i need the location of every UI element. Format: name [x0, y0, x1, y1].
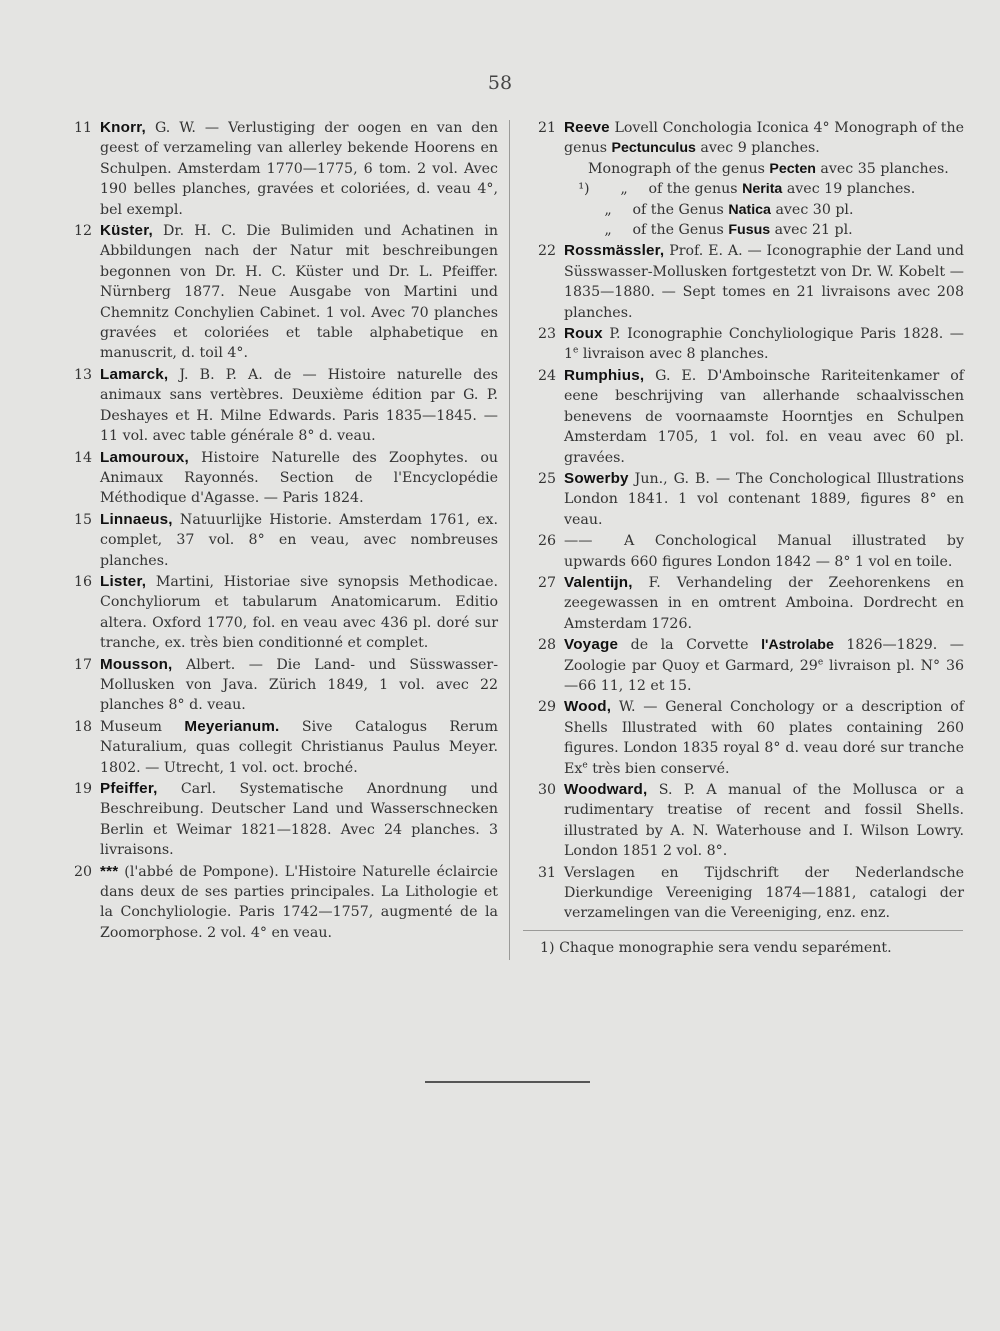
- entry-text: Natuurlijke Historie. Amsterdam 1761, ex. complet, 37 vol. 8° en veau, avec nombreuses planches.: [100, 511, 498, 569]
- entry-28: [522, 635, 964, 696]
- author-name: Reeve: [564, 119, 610, 136]
- entry-11: [58, 118, 498, 220]
- entry-number: 21: [537, 120, 556, 136]
- ditto-mark: „: [604, 222, 612, 239]
- entry-23: [522, 324, 964, 365]
- footnote: 1) Chaque monographie sera vendu separément.: [540, 940, 892, 956]
- entry-number: 20: [73, 863, 92, 880]
- entry-number: 16: [73, 573, 92, 590]
- entry-text: of the genus: [644, 181, 743, 198]
- entry-text: Histoire Naturelle des Zoophytes. ou Animaux Rayonnés. Section de l'Encyclopédie Méthodique d'Agasse. — Paris 1824.: [100, 449, 498, 507]
- ditto-mark: „: [620, 181, 628, 198]
- entry-20: [58, 862, 498, 944]
- entry-13: [58, 365, 498, 447]
- author-name: Mousson,: [100, 655, 173, 673]
- entry-number: 25: [537, 470, 556, 487]
- entry-30: [522, 780, 964, 862]
- genus-name: Nerita: [742, 181, 783, 198]
- entry-14: [58, 448, 498, 509]
- author-name: Valentijn,: [564, 573, 633, 591]
- entry-number: 28: [537, 637, 556, 654]
- author-name: Rossmässler,: [564, 242, 665, 260]
- entry-17: [58, 655, 498, 716]
- entry-text: Carl. Systematische Anordnung und Beschreibung. Deutscher Land und Wasserschnecken Berlin et Weimar 1821—1828. Avec 24 planches. 3 livraisons.: [100, 781, 498, 859]
- author-name: Knorr,: [100, 119, 146, 136]
- right-column: [522, 118, 964, 925]
- entry-text: Dr. H. C. Die Bulimiden und Achatinen in Abbildungen nach der Natur mit beschreibungen begonnen von Dr. H. C. Küster und Dr. L. Pfeiffer. Nürnberg 1877. Neue Ausgabe von Martini und Chemnitz Conchylien Cabinet. 1 vol. Avec 70 planches gravées et coloriées et table alphabetique en manuscrit, d. toil 4°.: [100, 223, 498, 362]
- left-column: [58, 118, 498, 944]
- entry-26: [522, 531, 964, 572]
- footnote-marker: ¹): [578, 181, 590, 198]
- genus-name: Natica: [728, 201, 771, 218]
- entry-text: of the Genus: [628, 201, 729, 218]
- entry-number: 29: [537, 699, 556, 716]
- entry-12: [58, 221, 498, 364]
- entry-text: S. P. A manual of the Mollusca or a rudimentary treatise of recent and fossil Shells. illustrated by A. N. Waterhouse and I. Wilson Lowry. London 1851 2 vol. 8°.: [564, 782, 964, 860]
- entry-text: G. E. D'Amboinsche Rariteitenkamer of eene beschrijving van allerhande schaalvisschen benevens de voornaamste Hoorntjes en Schulpen Amsterdam 1705, 1 vol. fol. en veau avec 60 pl. gravées.: [564, 367, 964, 466]
- ditto-dash: ——: [564, 533, 593, 550]
- genus-name: Pecten: [769, 160, 816, 177]
- author-name: Lamarck,: [100, 365, 169, 383]
- entry-31: [522, 863, 964, 924]
- author-name: Lamouroux,: [100, 448, 189, 466]
- footnote-divider: [523, 930, 963, 931]
- entry-text: J. B. P. A. de — Histoire naturelle des animaux sans vertèbres. Deuxième édition par G. P. Deshayes et H. Milne Edwards. Paris 1835—1845. — 11 vol. avec table générale 8° d. veau.: [100, 366, 498, 445]
- genus-name: Pectunculus: [611, 140, 696, 157]
- monograph-line: [564, 179, 964, 199]
- author-name: Sowerby: [564, 469, 629, 487]
- entry-text: Verslagen en Tijdschrift der Nederlandsche Dierkundige Vereeniging 1874—1881, catalogi der verzamelingen van die Vereeniging, enz. enz.: [564, 864, 964, 922]
- author-name: Küster,: [100, 222, 153, 240]
- entry-text: of the Genus: [628, 222, 729, 239]
- entry-text: A Conchological Manual illustrated by upwards 660 figures London 1842 — 8° 1 vol en toile.: [564, 533, 964, 570]
- monograph-line: [564, 200, 964, 220]
- entry-text: avec 19 planches.: [782, 181, 916, 198]
- entry-19: [58, 779, 498, 861]
- author-name: Meyerianum.: [184, 717, 280, 735]
- entry-number: 19: [73, 781, 92, 797]
- ditto-mark: „: [604, 201, 612, 218]
- entry-21: [522, 118, 964, 240]
- entry-27: [522, 573, 964, 634]
- entry-number: 11: [73, 120, 92, 136]
- entry-24: [522, 366, 964, 468]
- entry-number: 23: [537, 326, 556, 343]
- entry-text: W. — General Conchology or a description of Shells Illustrated with 60 plates containing 260 figures. London 1835 royal 8° d. veau doré sur tranche Ex: [564, 699, 964, 777]
- author-name: ***: [100, 862, 119, 880]
- entry-text: Jun., G. B. — The Conchological Illustrations London 1841. 1 vol contenant 1889, figures 8° en veau.: [564, 470, 964, 528]
- superscript: e: [573, 345, 579, 356]
- ship-name: l'Astrolabe: [761, 637, 834, 654]
- monograph-line: [564, 159, 964, 179]
- entry-text: avec 35 planches.: [815, 160, 949, 177]
- superscript: e: [582, 759, 588, 770]
- entry-number: 26: [537, 533, 556, 550]
- entry-15: [58, 510, 498, 571]
- entry-text: Sive Catalogus Rerum Naturalium, quas collegit Christianus Paulus Meyer. 1802. — Utrecht, 1 vol. oct. broché.: [100, 718, 499, 776]
- author-name: Voyage: [564, 636, 619, 654]
- author-name: Pfeiffer,: [100, 780, 158, 797]
- entry-25: [522, 469, 964, 530]
- entry-text: livraison pl. N° 36—66 11, 12 et 15.: [564, 657, 964, 694]
- page-number: 58: [487, 72, 513, 94]
- entry-text: Prof. E. A. — Iconographie der Land und Süsswasser-Mollusken fortgestetzt von Dr. W. Kobelt — 1835—1880. — Sept tomes en 21 livraisons avec 208 planches.: [564, 243, 964, 321]
- entry-text: Martini, Historiae sive synopsis Methodicae. Conchyliorum et tabularum Anatomicarum. Editio altera. Oxford 1770, fol. en veau avec 436 pl. doré sur tranche, ex. très bien conditionné et complet.: [100, 573, 498, 652]
- author-name: Roux: [564, 325, 603, 343]
- entry-text: G. W. — Verlustiging der oogen en van den geest of verzameling van allerley bekende Hoorens en Schulpen. Amsterdam 1770—1775, 6 tom. 2 vol. Avec 190 belles planches, gravées et coloriées, d. veau 4°, bel exempl.: [100, 120, 498, 218]
- author-name: Rumphius,: [564, 366, 645, 384]
- entry-number: 13: [73, 366, 92, 383]
- entry-number: 12: [73, 223, 92, 240]
- entry-number: 14: [73, 449, 92, 466]
- bottom-rule: [425, 1081, 590, 1083]
- entry-text: avec 21 pl.: [770, 222, 853, 239]
- entry-text: Albert. — Die Land- und Süsswasser-Mollusken von Java. Zürich 1849, 1 vol. avec 22 planches 8° d. veau.: [100, 656, 498, 714]
- entry-text: de la Corvette: [618, 637, 762, 654]
- superscript: e: [817, 656, 824, 667]
- entry-number: 17: [73, 656, 92, 673]
- author-name: Linnaeus,: [100, 510, 173, 528]
- monograph-line: [564, 220, 964, 240]
- author-name: Lister,: [100, 572, 147, 590]
- entry-18: [58, 717, 498, 778]
- entry-text: Lovell Conchologia Iconica 4° Monograph of the genus: [564, 120, 964, 157]
- entry-number: 22: [537, 243, 556, 260]
- author-name: Woodward,: [564, 781, 648, 798]
- entry-text: très bien conservé.: [587, 760, 730, 777]
- author-name: Wood,: [564, 698, 612, 716]
- entry-number: 27: [537, 574, 556, 591]
- entry-text: Monograph of the genus: [588, 160, 770, 177]
- entry-22: [522, 241, 964, 323]
- entry-text: avec 30 pl.: [770, 201, 854, 218]
- entry-29: [522, 697, 964, 779]
- entry-number: 18: [73, 718, 92, 735]
- entry-text: avec 9 planches.: [695, 140, 820, 157]
- entry-text: F. Verhandeling der Zeehorenkens en zeegewassen in en omtrent Amboina. Dordrecht en Amsterdam 1726.: [564, 574, 964, 632]
- entry-text: 1826—1829. — Zoologie par Quoy et Garmard, 29: [564, 637, 964, 674]
- entry-text: (l'abbé de Pompone). L'Histoire Naturelle éclaircie dans deux de ses parties principales. La Lithologie et la Conchyliologie. Paris 1742—1757, augmenté de la Zoomorphose. 2 vol. 4° en veau.: [100, 863, 498, 941]
- column-divider: [509, 120, 510, 960]
- entry-text: P. Iconographie Conchyliologique Paris 1828. — 1: [564, 326, 964, 363]
- entry-number: 24: [537, 367, 556, 384]
- entry-prefix: Museum: [100, 718, 185, 735]
- entry-text: livraison avec 8 planches.: [578, 346, 769, 363]
- genus-name: Fusus: [728, 222, 771, 239]
- entry-number: 15: [73, 511, 92, 528]
- entry-number: 31: [537, 864, 556, 881]
- entry-number: 30: [537, 782, 556, 798]
- entry-16: [58, 572, 498, 654]
